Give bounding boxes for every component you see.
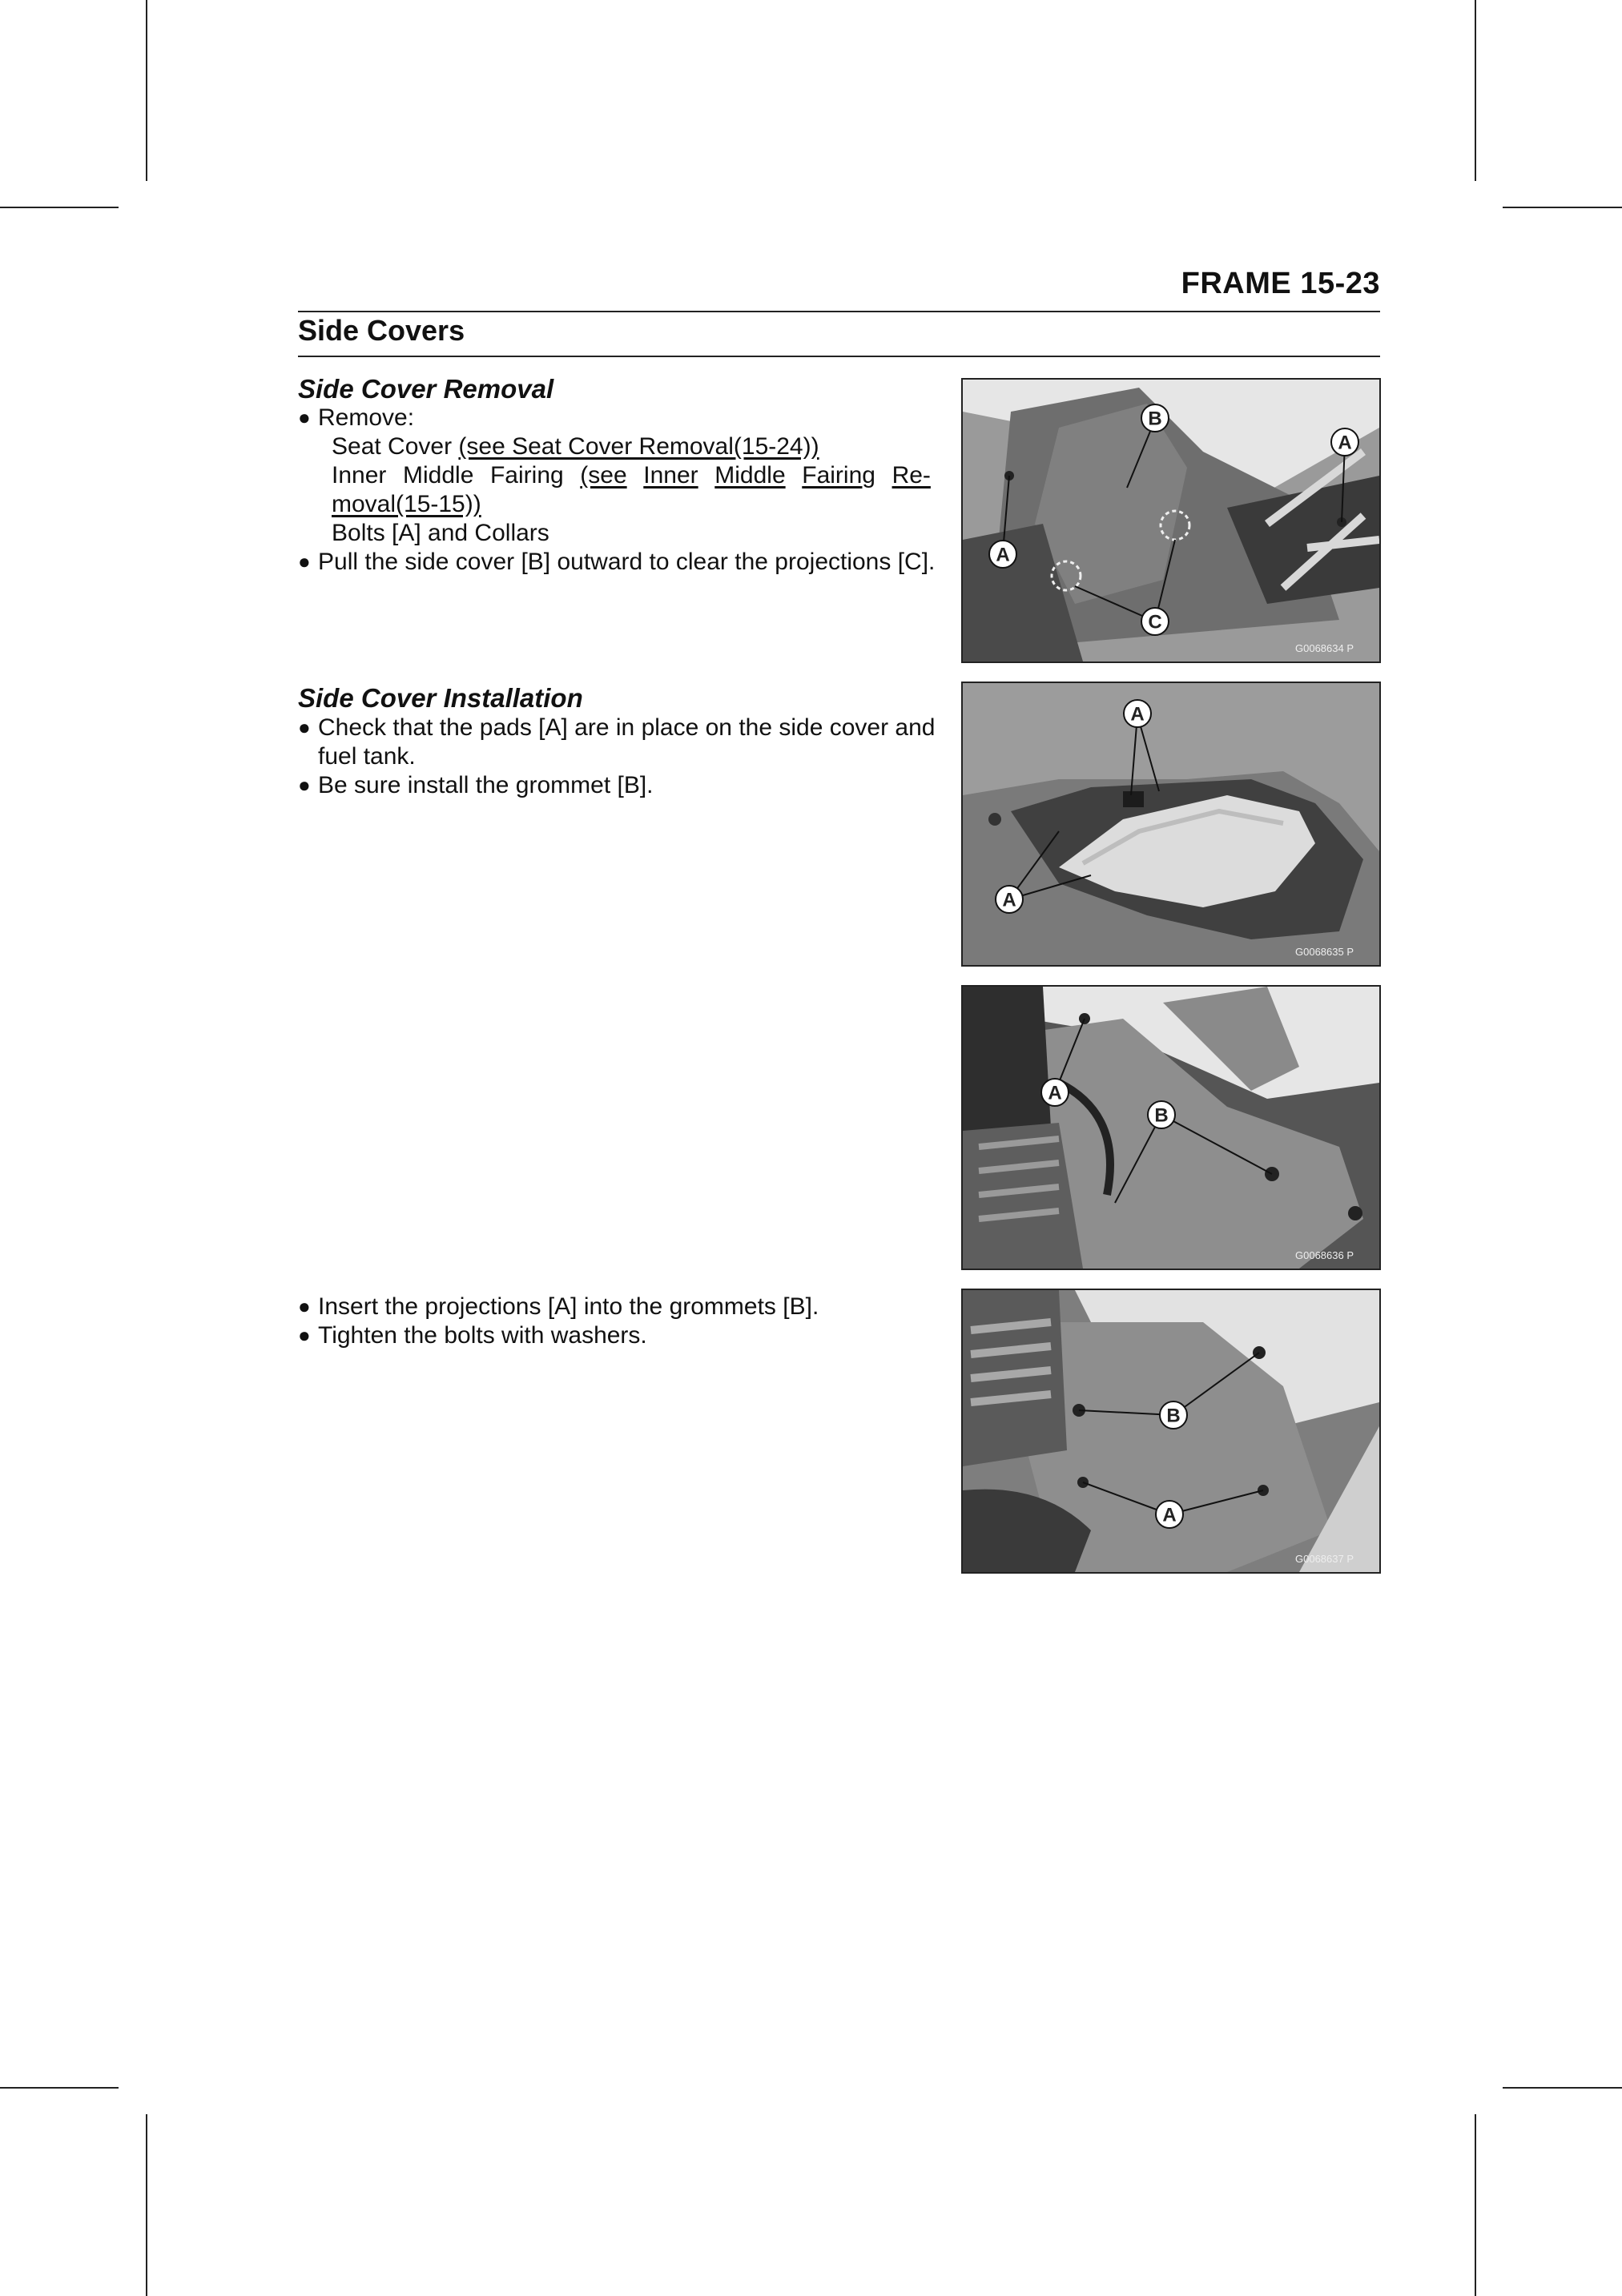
figure-code: G0068636 P (1295, 1249, 1354, 1261)
svg-text:C: C (1148, 611, 1162, 633)
figure-projections (961, 1289, 1381, 1574)
inner-fairing-item (332, 461, 931, 490)
crop-mark (146, 0, 147, 181)
remove-label: Remove: (318, 404, 415, 431)
installation-heading: Side Cover Installation (298, 683, 583, 713)
inner-fairing-link-continued[interactable]: moval(15-15)) (332, 491, 481, 517)
figure-code: G0068634 P (1295, 642, 1354, 654)
tighten-bolts-step: Tighten the bolts with washers. (318, 1322, 647, 1349)
figure-grommet (961, 985, 1381, 1270)
crop-mark (1503, 207, 1622, 208)
check-pads-step-cont: fuel tank. (318, 743, 416, 770)
section-rule (298, 356, 1380, 357)
svg-text:B: B (1154, 1104, 1169, 1127)
svg-text:A: A (1338, 432, 1352, 454)
insert-projections-step: Insert the projections [A] into the grommets [B]. (318, 1293, 819, 1320)
seat-cover-removal-link[interactable]: (see Seat Cover Removal(15-24)) (458, 433, 819, 460)
seat-cover-text: Seat Cover (332, 433, 459, 460)
figure-side-cover-pads (961, 682, 1381, 967)
svg-text:B: B (1166, 1405, 1181, 1427)
bullet-icon: ● (298, 1323, 311, 1347)
crop-mark (1503, 2087, 1622, 2089)
figure-code: G0068637 P (1295, 1553, 1354, 1565)
svg-text:A: A (996, 544, 1010, 566)
bullet-icon: ● (298, 715, 311, 739)
section-title: Side Covers (298, 314, 465, 347)
crop-mark (0, 2087, 119, 2089)
inner-fairing-word: Inner (332, 462, 387, 489)
removal-heading: Side Cover Removal (298, 374, 554, 404)
inner-fairing-link-word[interactable]: Inner (643, 462, 698, 489)
bullet-icon: ● (298, 405, 311, 429)
check-pads-step: Check that the pads [A] are in place on the side cover and (318, 714, 936, 741)
bullet-icon: ● (298, 549, 311, 573)
inner-fairing-link-word[interactable]: Middle (714, 462, 786, 489)
bullet-icon: ● (298, 1294, 311, 1318)
svg-text:B: B (1148, 408, 1162, 430)
svg-text:A: A (1048, 1082, 1062, 1104)
svg-text:A: A (1002, 889, 1016, 911)
inner-fairing-link-word[interactable]: (see (580, 462, 627, 489)
inner-fairing-link-word[interactable]: Fairing (802, 462, 875, 489)
pull-step: Pull the side cover [B] outward to clear the projections [C]. (318, 549, 936, 575)
inner-fairing-link-word[interactable]: Re- (891, 462, 931, 489)
bolts-item: Bolts [A] and Collars (332, 520, 549, 546)
svg-text:A: A (1162, 1504, 1177, 1526)
svg-text:A: A (1130, 703, 1145, 726)
page-title: FRAME 15-23 (1181, 267, 1380, 300)
inner-fairing-word: Fairing (489, 462, 564, 489)
figure-side-cover-removal (961, 378, 1381, 663)
crop-mark (1475, 0, 1476, 181)
crop-mark (0, 207, 119, 208)
crop-mark (1475, 2114, 1476, 2296)
inner-fairing-word: Middle (403, 462, 474, 489)
bullet-icon: ● (298, 773, 311, 797)
header-rule (298, 311, 1380, 312)
figure-code: G0068635 P (1295, 946, 1354, 958)
seat-cover-item (332, 432, 819, 461)
crop-mark (146, 2114, 147, 2296)
grommet-step: Be sure install the grommet [B]. (318, 772, 654, 798)
